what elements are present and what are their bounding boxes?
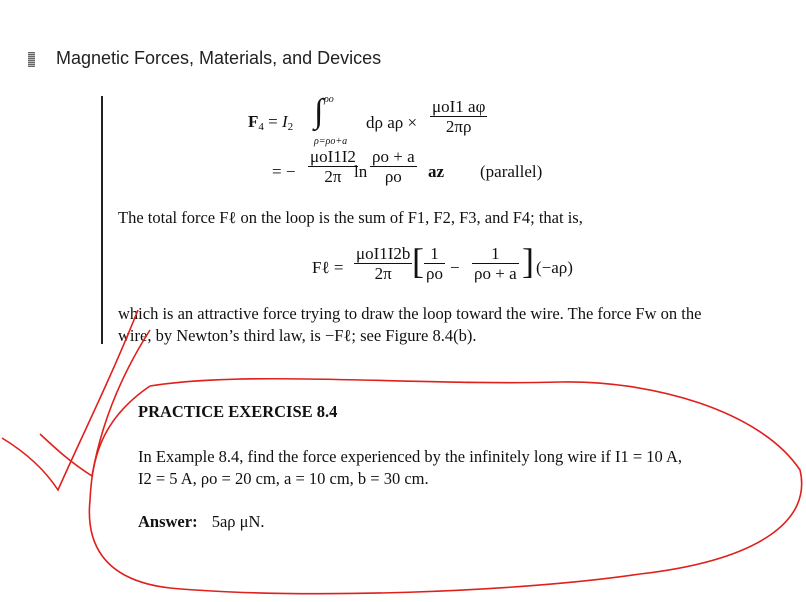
fraction-6-denominator: ρo + a <box>474 264 517 283</box>
bracket-open: [ <box>412 241 424 281</box>
unit-vector-az: az <box>428 162 445 181</box>
integral-sign-icon: ∫ <box>314 93 324 130</box>
practice-exercise-line-1: In Example 8.4, find the force experienced by the infinitely long wire if I1 = 10 A, <box>138 447 683 466</box>
f4-current-I2-subscript: 2 <box>287 121 294 133</box>
practice-exercise-body <box>138 446 682 490</box>
answer-value: 5aρ μN. <box>211 512 265 531</box>
attractive-force-line-1: which is an attractive force trying to draw the loop toward the wire. The force Fw on the <box>118 304 702 323</box>
f4-subscript: 4 <box>258 121 264 133</box>
fraction-4 <box>352 244 414 283</box>
chapter-header-title: Magnetic Forces, Materials, and Devices <box>56 48 382 68</box>
fraction-6-numerator: 1 <box>472 244 519 264</box>
practice-exercise-line-2: I2 = 5 A, ρo = 20 cm, a = 10 cm, b = 30 cm. <box>138 469 429 488</box>
minus-sign: − <box>450 258 460 277</box>
attractive-force-line-2: wire, by Newton’s third law, is −Fℓ; see Figure 8.4(b). <box>118 326 477 345</box>
fraction-4-denominator: 2π <box>374 264 392 283</box>
fraction-5 <box>422 244 447 283</box>
fl-lhs: Fℓ = <box>312 258 344 277</box>
fraction-6 <box>470 244 521 283</box>
f4-current-I2: I <box>281 112 288 131</box>
practice-exercise-answer <box>138 512 265 532</box>
red-check-stroke-2 <box>40 330 150 476</box>
f4-equals: = <box>268 112 282 131</box>
fraction-1-denominator: 2πρ <box>445 117 472 136</box>
fraction-2-numerator: μoI1I2 <box>310 147 356 166</box>
f4-result-equals: = − <box>272 162 296 181</box>
fraction-5-denominator: ρo <box>426 264 443 283</box>
fraction-3-numerator: ρo + a <box>372 147 415 166</box>
bracket-close: ] <box>522 241 534 281</box>
fraction-1 <box>428 97 489 136</box>
total-force-sentence: The total force Fℓ on the loop is the sum of F1, F2, F3, and F4; that is, <box>118 208 583 227</box>
answer-label: Answer: <box>138 512 198 531</box>
fraction-2 <box>306 147 360 186</box>
fraction-4-numerator: μoI1I2b <box>356 244 411 263</box>
fraction-5-numerator: 1 <box>424 244 445 264</box>
fraction-3 <box>368 147 419 186</box>
fraction-3-denominator: ρo <box>384 167 402 186</box>
example-side-rule <box>101 96 103 344</box>
practice-exercise-title: PRACTICE EXERCISE 8.4 <box>138 402 338 421</box>
ln-operator: ln <box>354 162 368 181</box>
minus-a-rho: (−aρ) <box>536 258 573 277</box>
integral-lower-limit: ρ=ρo+a <box>314 136 348 147</box>
f4-symbol: F <box>248 112 259 131</box>
fraction-2-denominator: 2π <box>324 167 342 186</box>
f4-integral-equation <box>248 112 293 133</box>
differential-term: dρ aρ × <box>366 113 418 132</box>
page-header-marker <box>28 52 35 67</box>
integral-upper-limit: ρo <box>324 94 334 105</box>
parallel-label: (parallel) <box>480 162 543 181</box>
fraction-1-numerator: μoI1 aφ <box>432 97 486 116</box>
